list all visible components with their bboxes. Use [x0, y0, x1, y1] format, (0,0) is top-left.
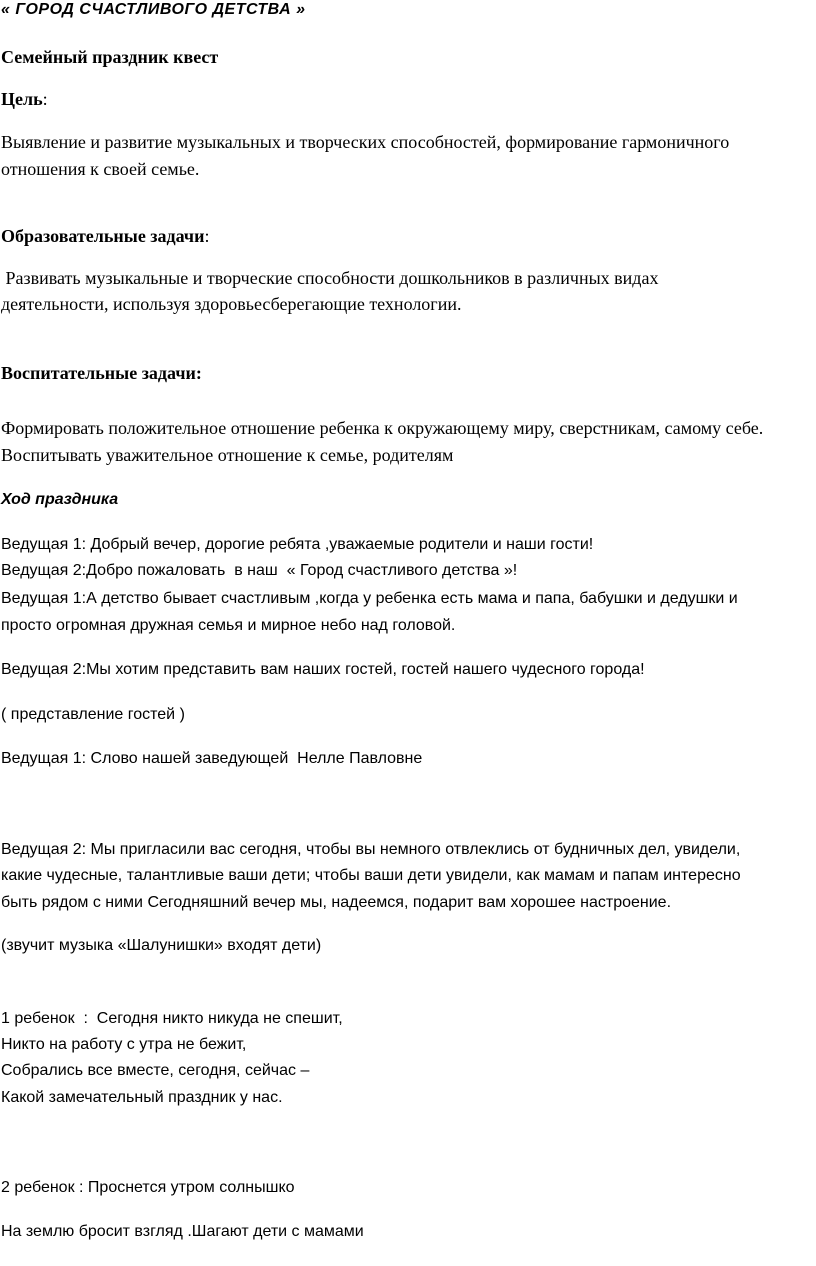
- goal-heading: [1, 90, 48, 108]
- script-line: Какой замечательный праздник у нас.: [1, 1089, 283, 1106]
- edu-tasks-line-2: деятельности, используя здоровьесберегающие технологии.: [1, 294, 462, 314]
- script-line: 1 ребенок : Сегодня никто никуда не спешит,: [1, 1010, 343, 1027]
- course-heading: Ход праздника: [1, 491, 119, 508]
- edu-tasks-line-1: Развивать музыкальные и творческие способности дошкольников в различных видах: [1, 268, 659, 288]
- upbringing-tasks-line-2: Воспитывать уважительное отношение к семье, родителям: [1, 445, 454, 465]
- script-line: какие чудесные, талантливые ваши дети; чтобы ваши дети увидели, как мамам и папам интересно: [1, 867, 741, 884]
- script-line: На землю бросит взгляд .Шагают дети с мамами: [1, 1223, 364, 1240]
- script-line: Собрались все вместе, сегодня, сейчас –: [1, 1062, 310, 1079]
- script-line: Ведущая 1: Слово нашей заведующей Нелле Павловне: [1, 750, 423, 767]
- goal-label: Цель: [1, 89, 43, 109]
- edu-tasks-label: Образовательные задачи: [1, 226, 205, 246]
- edu-tasks-colon: :: [204, 226, 210, 246]
- script-line: 2 ребенок : Проснется утром солнышко: [1, 1179, 295, 1196]
- script-line: просто огромная дружная семья и мирное небо над головой.: [1, 617, 456, 634]
- upbringing-tasks-line-1: Формировать положительное отношение ребенка к окружающему миру, сверстникам, самому себе.: [1, 418, 764, 438]
- script-line: (звучит музыка «Шалунишки» входят дети): [1, 937, 322, 954]
- script-line: Ведущая 2: Мы пригласили вас сегодня, чтобы вы немного отвлеклись от будничных дел, увидели,: [1, 841, 741, 858]
- script-line: Ведущая 1: Добрый вечер, дорогие ребята ,уважаемые родители и наши гости!: [1, 536, 594, 553]
- document-title: « ГОРОД СЧАСТЛИВОГО ДЕТСТВА »: [1, 1, 306, 18]
- document-subtitle: Семейный праздник квест: [1, 47, 219, 67]
- goal-text-line-2: отношения к своей семье.: [1, 159, 200, 179]
- edu-tasks-heading: [1, 227, 209, 245]
- script-line: Никто на работу с утра не бежит,: [1, 1036, 247, 1053]
- upbringing-tasks-heading: Воспитательные задачи:: [1, 363, 202, 383]
- script-line: Ведущая 2:Мы хотим представить вам наших гостей, гостей нашего чудесного города!: [1, 661, 645, 678]
- script-line: Ведущая 1:А детство бывает счастливым ,когда у ребенка есть мама и папа, бабушки и дедушки и: [1, 590, 738, 607]
- script-line: ( представление гостей ): [1, 706, 185, 723]
- script-line: Ведущая 2:Добро пожаловать в наш « Город счастливого детства »!: [1, 562, 518, 579]
- script-line: быть рядом с ними Сегодняшний вечер мы, надеемся, подарит вам хорошее настроение.: [1, 894, 672, 911]
- goal-text-line-1: Выявление и развитие музыкальных и творческих способностей, формирование гармоничного: [1, 132, 730, 152]
- goal-colon: :: [42, 89, 48, 109]
